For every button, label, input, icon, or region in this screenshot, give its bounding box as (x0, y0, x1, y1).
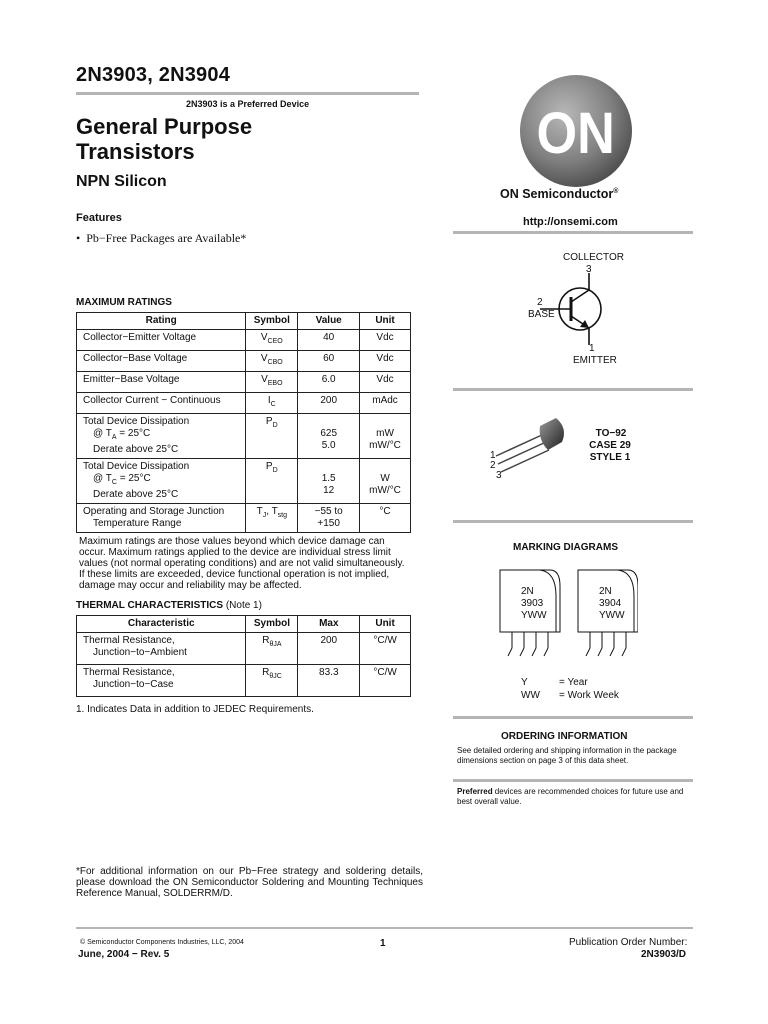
base-label: BASE (528, 309, 555, 320)
collector-pin: 3 (586, 264, 592, 275)
on-logo (510, 72, 642, 190)
marking-chip-3904: 2N 3904 YWW (599, 586, 625, 621)
ordering-text: See detailed ordering and shipping information in the package dimensions section on page 3 of this data sheet. (457, 746, 677, 765)
col-rating: Rating (77, 313, 246, 330)
col-unit: Unit (360, 313, 411, 330)
thermal-heading: THERMAL CHARACTERISTICS (Note 1) (76, 600, 262, 611)
marking-legend: Y = Year WW = Work Week (521, 677, 619, 701)
table-row: Total Device Dissipation @ $T_C = 25^\circ C$ Derate above 25°C $P_D$ 1.5 12 W mW/°C (77, 459, 411, 504)
max-ratings-table (76, 312, 411, 533)
company-name: ON Semiconductor® (500, 187, 619, 201)
page-number: 1 (380, 938, 386, 949)
ordering-heading: ORDERING INFORMATION (501, 731, 628, 742)
divider (453, 779, 693, 782)
on-logo-text: ON (536, 100, 615, 166)
base-pin: 2 (537, 297, 543, 308)
pin-2: 2 (490, 460, 496, 471)
col-value: Value (298, 313, 360, 330)
marking-heading: MARKING DIAGRAMS (513, 542, 618, 553)
emitter-label: EMITTER (573, 355, 617, 366)
revision-date: June, 2004 − Rev. 5 (78, 949, 170, 960)
features-item-text: Pb−Free Packages are Available* (86, 231, 247, 245)
transistor-symbol-icon (540, 273, 620, 345)
table-row: Collector−Emitter Voltage $V_{CEO}$ 40 Vdc (77, 330, 411, 351)
table-header-row: Characteristic Symbol Max Unit (77, 616, 411, 633)
table-row: Thermal Resistance, Junction−to−Ambient $R_{\theta JA}$ 200 °C/W (77, 633, 411, 665)
divider (453, 716, 693, 719)
max-ratings-note: Maximum ratings are those values beyond which device damage can occur. Maximum ratings applied to the device are individual stress limit values (not normal operating conditions) and are not valid simultaneously. If these limits are exceeded, device functional operation is not implied, damage may occur and reliability may be affected. (79, 536, 405, 591)
table-row: Emitter−Base Voltage $V_{EBO}$ 6.0 Vdc (77, 372, 411, 393)
publication-label: Publication Order Number: (569, 937, 688, 948)
publication-number: 2N3903/D (641, 949, 687, 960)
preferred-note: Preferred devices are recommended choices for future use and best overall value. (457, 787, 684, 806)
thermal-footnote: 1. Indicates Data in addition to JEDEC Requirements. (76, 704, 314, 715)
table-header-row (77, 313, 411, 330)
page-title-line2: Transistors (76, 139, 195, 164)
bullet-icon: • (76, 231, 81, 245)
collector-label: COLLECTOR (563, 252, 624, 263)
table-row: Collector−Base Voltage $V_{CBO}$ 60 Vdc (77, 351, 411, 372)
divider (453, 231, 693, 234)
title-rule (76, 92, 419, 95)
divider (453, 388, 693, 391)
copyright: © Semiconductor Components Industries, LLC, 2004 (80, 939, 244, 946)
table-row: Collector Current − Continuous $I_C$ 200 mAdc (77, 393, 411, 414)
marking-chip-3903: 2N 3903 YWW (521, 586, 547, 621)
features-item (76, 231, 246, 246)
pbfree-note: *For additional information on our Pb−Free strategy and soldering details, please download the ON Semiconductor Soldering and Mounting Techniques Reference Manual, SOLDERRM/D. (76, 866, 423, 899)
pin-3: 3 (496, 470, 502, 481)
table-row: Total Device Dissipation @ $T_A = 25^\circ C$ Derate above 25°C $P_D$ 625 5.0 mW mW/°C (77, 414, 411, 459)
part-numbers: 2N3903, 2N3904 (76, 64, 231, 86)
divider (453, 520, 693, 523)
emitter-pin: 1 (589, 343, 595, 354)
table-row: Thermal Resistance, Junction−to−Case $R_{\theta JC}$ 83.3 °C/W (77, 665, 411, 697)
page-title-line1: General Purpose (76, 114, 253, 139)
thermal-table (76, 615, 411, 697)
pin-1: 1 (490, 450, 496, 461)
footer-rule (76, 927, 693, 929)
preferred-device-note: 2N3903 is a Preferred Device (186, 99, 310, 109)
max-ratings-heading: MAXIMUM RATINGS (76, 297, 172, 308)
table-row: Operating and Storage Junction Temperature Range $T_J$, $T_{stg}$ −55 to +150 °C (77, 504, 411, 533)
features-heading: Features (76, 212, 122, 224)
company-url[interactable]: http://onsemi.com (523, 216, 618, 228)
subtitle: NPN Silicon (76, 173, 167, 190)
col-symbol: Symbol (246, 313, 298, 330)
package-info: TO−92 CASE 29 STYLE 1 (589, 428, 631, 463)
